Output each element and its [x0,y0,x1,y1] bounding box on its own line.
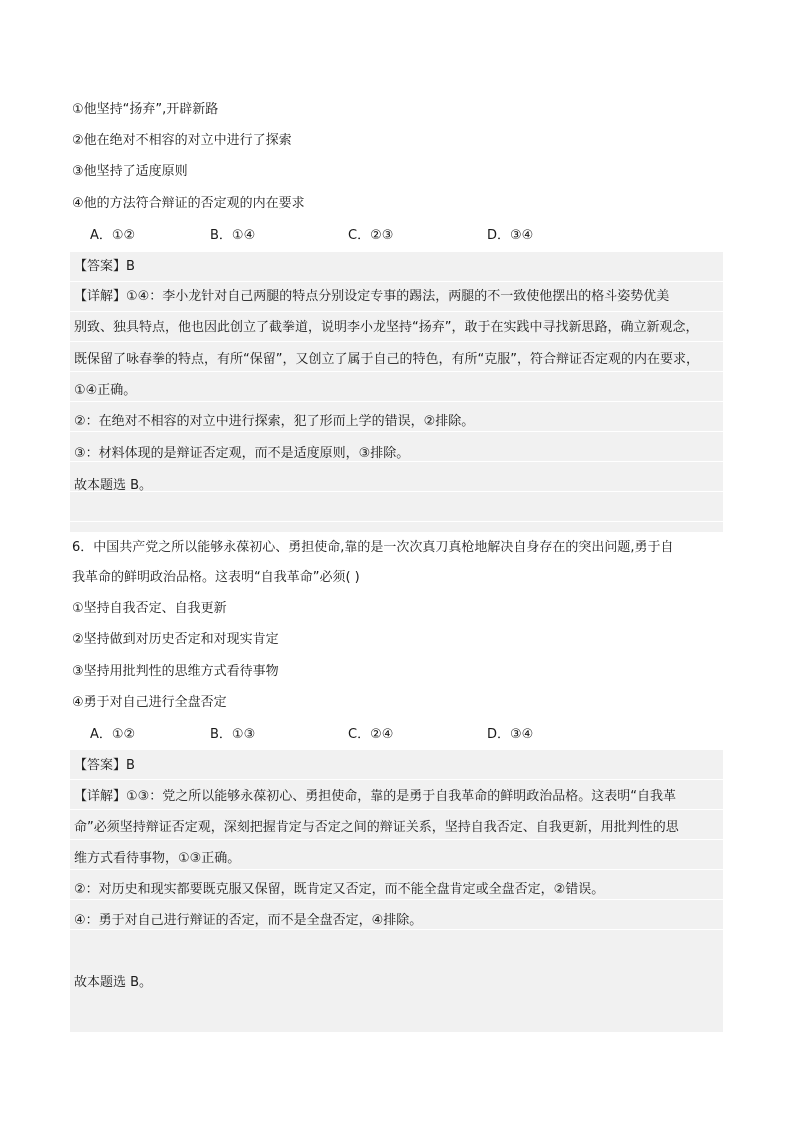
q5-option-b: B．①④ [210,228,256,243]
q5-detail-line-4: ①④正确。 [74,383,137,398]
q6-stem-line-1: 6．中国共产党之所以能够永葆初心、勇担使命,靠的是一次次真刀真枪地解决自身存在的突出问题,勇于自 [72,540,674,555]
q6-item-4: ④勇于对自己进行全盘否定 [72,695,227,710]
q6-answer: 【答案】B [74,758,135,773]
q6-item-2: ②坚持做到对历史否定和对现实肯定 [72,632,279,647]
q5-detail-line-2: 别致、独具特点，他也因此创立了截拳道，说明李小龙坚持“扬弃”，敢于在实践中寻找新思路，确立新观念， [74,320,699,335]
q5-answer-block [70,252,723,532]
q6-detail-line-2: 命”必须坚持辩证否定观，深刻把握肯定与否定之间的辩证关系，坚持自我否定、自我更新，用批判性的思 [74,820,679,835]
q6-option-a: A．①② [90,727,136,742]
q6-detail-line-4: ②：对历史和现实都要既克服又保留，既肯定又否定，而不能全盘肯定或全盘否定，②错误。 [74,882,605,897]
q5-detail-line-5: ②：在绝对不相容的对立中进行探索，犯了形而上学的错误，②排除。 [74,414,475,429]
q5-item-1: ①他坚持“扬弃”,开辟新路 [72,102,219,117]
q5-detail-line-3: 既保留了咏春拳的特点，有所“保留”，又创立了属于自己的特色，有所“克服”，符合辩证否定观的内在要求， [74,352,699,367]
q5-item-3: ③他坚持了适度原则 [72,164,188,179]
q5-option-c: C．②③ [348,228,394,243]
q6-option-d: D．③④ [487,727,534,742]
q5-answer: 【答案】B [74,259,135,274]
q5-option-a: A．①② [90,228,136,243]
q5-detail-line-6: ③：材料体现的是辩证否定观，而不是适度原则，③排除。 [74,446,410,461]
q6-detail-line-1: 【详解】①③：党之所以能够永葆初心、勇担使命，靠的是勇于自我革命的鲜明政治品格。这表明“自我革 [74,789,677,804]
q5-option-d: D．③④ [487,228,534,243]
q6-option-b: B．①③ [210,727,256,742]
q6-item-3: ③坚持用批判性的思维方式看待事物 [72,664,279,679]
q5-detail-line-1: 【详解】①④：李小龙针对自己两腿的特点分别设定专事的踢法，两腿的不一致使他摆出的格斗姿势优美 [74,289,670,304]
q5-item-2: ②他在绝对不相容的对立中进行了探索 [72,133,292,148]
q6-detail-line-5: ④：勇于对自己进行辩证的否定，而不是全盘否定，④排除。 [74,913,423,928]
q6-detail-line-3: 维方式看待事物，①③正确。 [74,851,241,866]
q6-conclusion: 故本题选 B。 [74,975,153,990]
q6-option-c: C．②④ [348,727,394,742]
q6-stem-line-2: 我革命的鲜明政治品格。这表明“自我革命”必须( ) [72,570,360,585]
q6-answer-block [70,750,723,1032]
q5-conclusion: 故本题选 B。 [74,478,153,493]
q6-item-1: ①坚持自我否定、自我更新 [72,601,227,616]
q5-item-4: ④他的方法符合辩证的否定观的内在要求 [72,196,305,211]
